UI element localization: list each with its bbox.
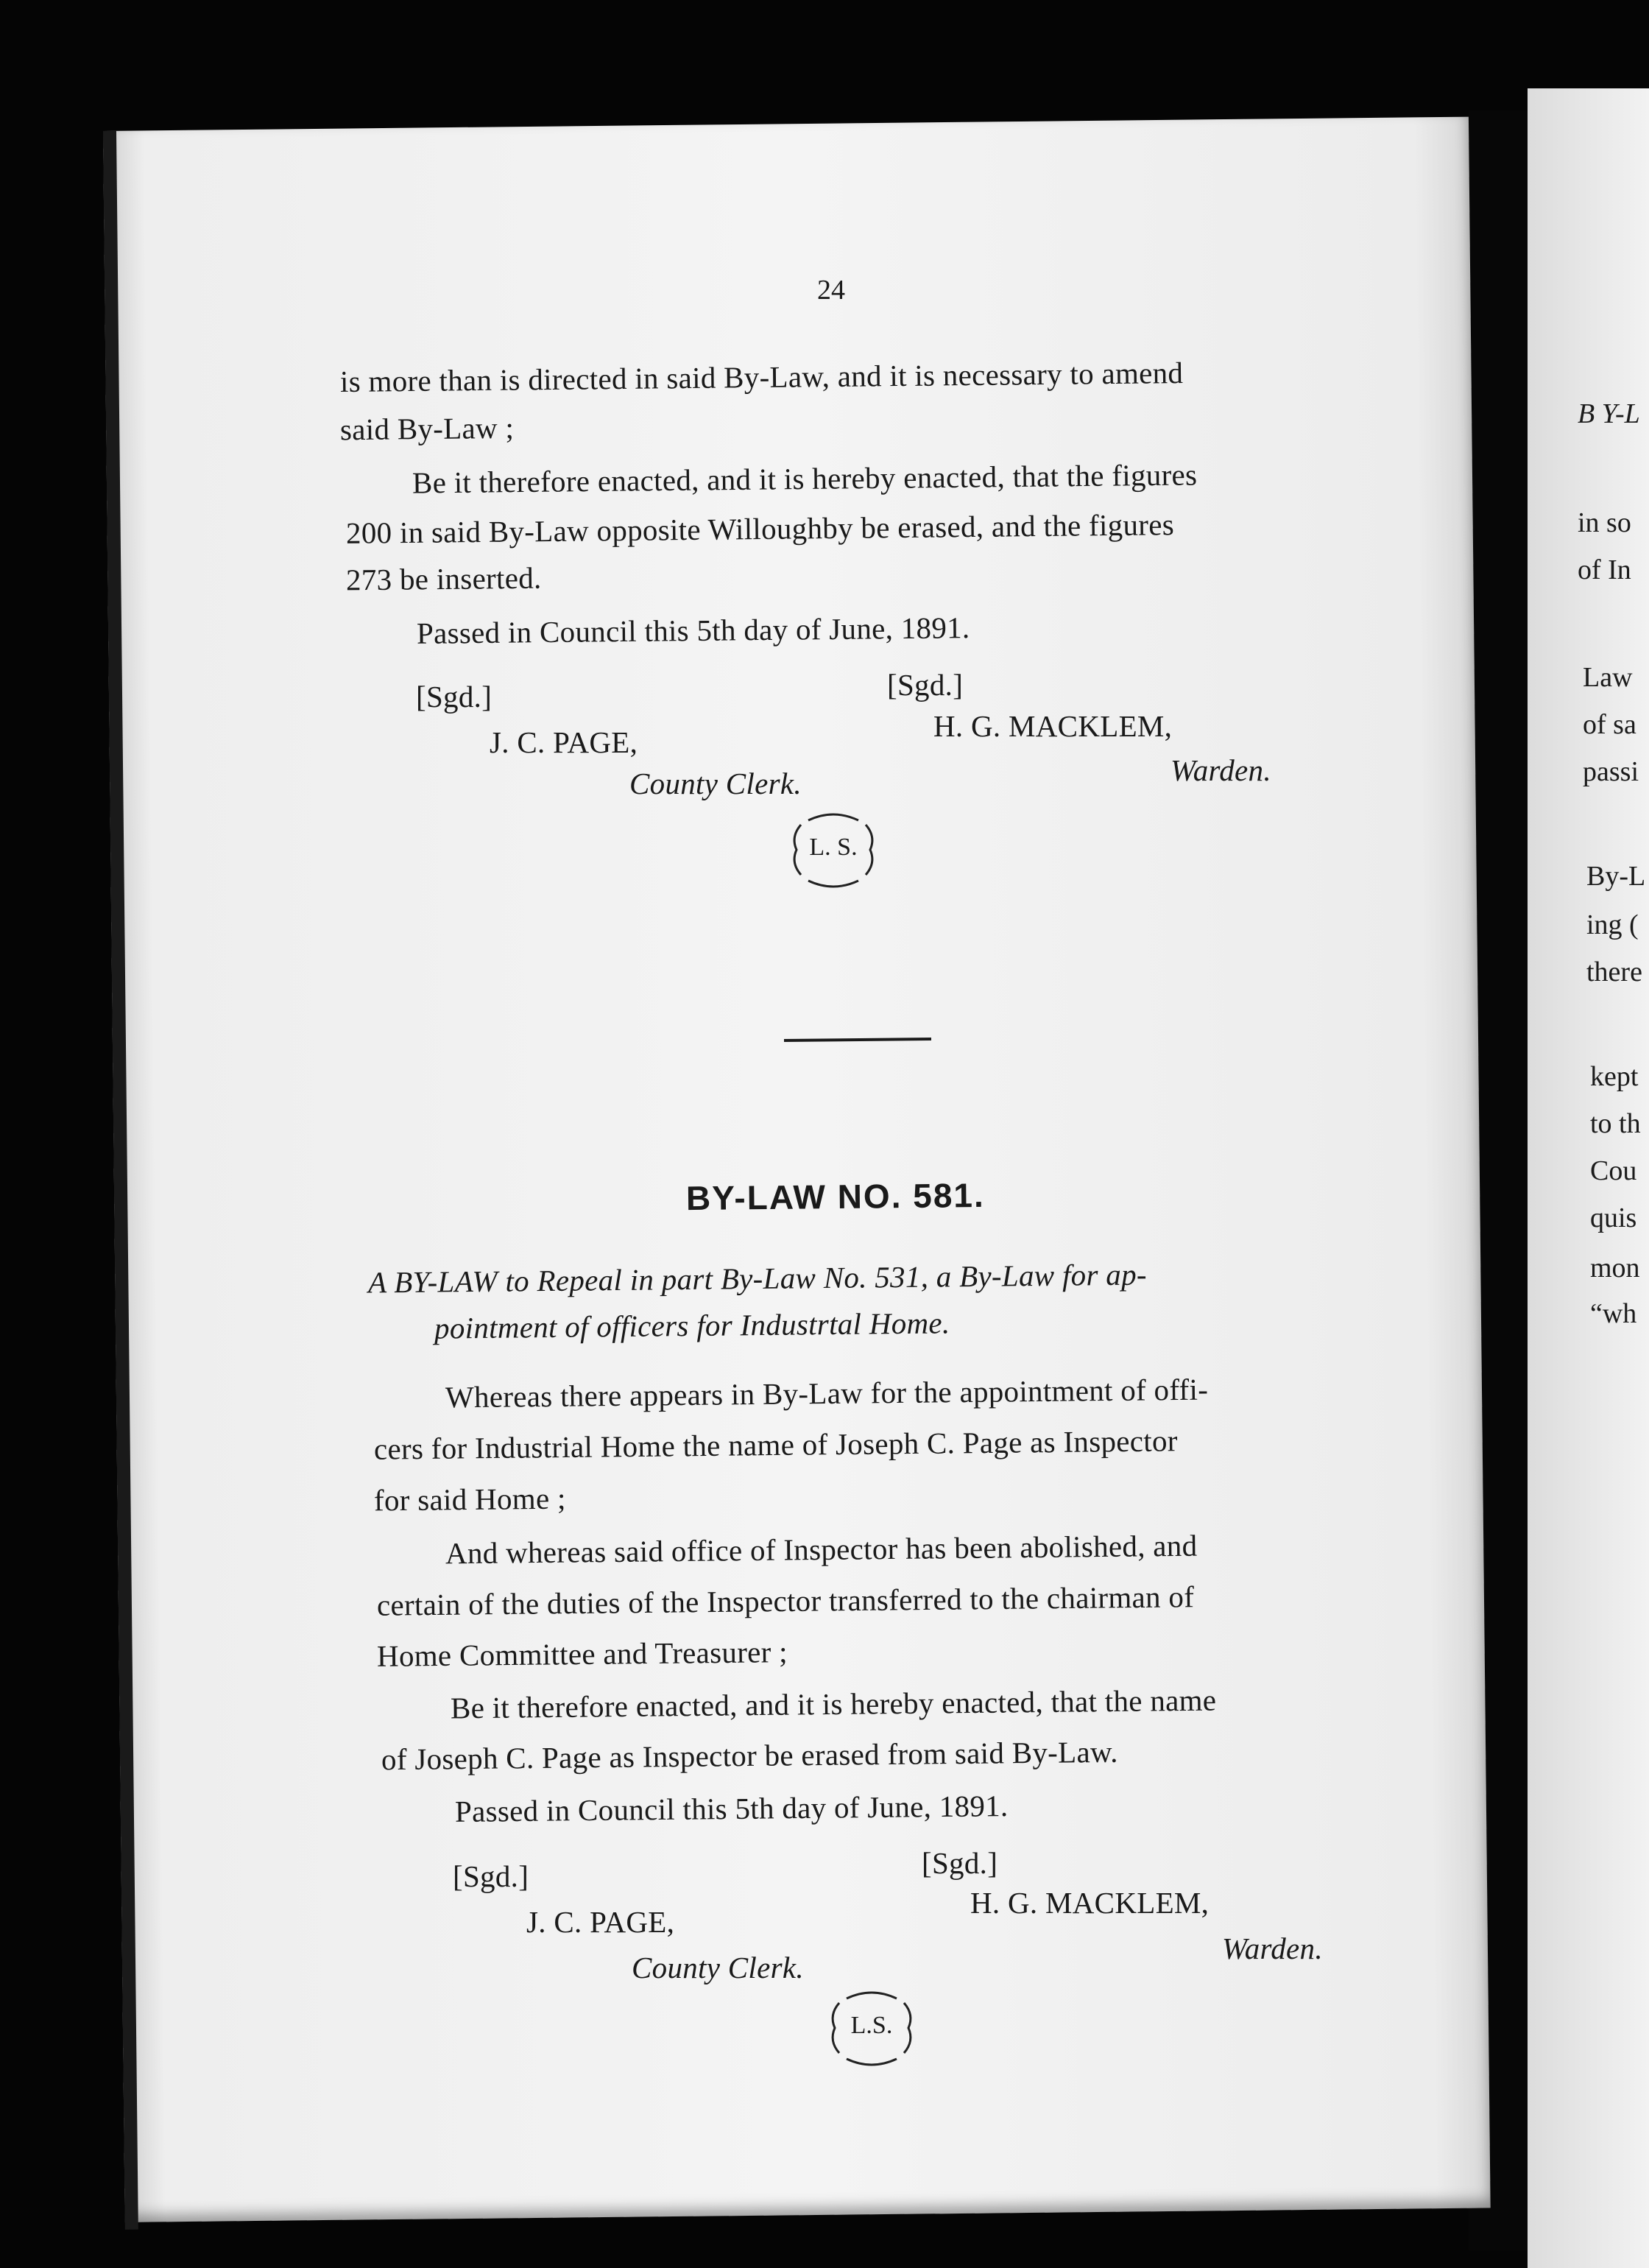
seal-ls <box>786 810 880 890</box>
paragraph-line: certain of the duties of the Inspector transferred to the chairman of <box>376 1580 1195 1622</box>
paragraph-line: Home Committee and Treasurer ; <box>376 1635 788 1673</box>
page-number: 24 <box>817 275 845 306</box>
passed-in-council: Passed in Council this 5th day of June, 1891. <box>416 610 970 650</box>
right-page-fragment: in so <box>1578 507 1631 538</box>
paragraph-line: of Joseph C. Page as Inspector be erased from said By-Law. <box>381 1734 1118 1777</box>
right-page-fragment: quis <box>1590 1202 1637 1233</box>
bylaw-caption-line: pointment of officers for Industrtal Home. <box>434 1306 950 1345</box>
right-page-fragment: there <box>1586 957 1642 987</box>
paragraph-line: Be it therefore enacted, and it is hereby enacted, that the figures <box>412 457 1198 500</box>
right-page-fragment: ing ( <box>1586 909 1639 940</box>
signatory-title-right: Warden. <box>1170 753 1271 787</box>
right-page-fragment: Cou <box>1590 1155 1637 1186</box>
right-page-fragment: Law <box>1583 662 1633 693</box>
paragraph-line: is more than is directed in said By-Law, and it is necessary to amend <box>339 356 1184 398</box>
paragraph-line: 273 be inserted. <box>345 560 542 597</box>
paragraph-line: Be it therefore enacted, and it is hereby enacted, that the name <box>450 1683 1217 1725</box>
right-page-fragment: of In <box>1578 554 1631 585</box>
right-page-fragment: “wh <box>1590 1298 1637 1329</box>
right-page-fragment: of sa <box>1583 709 1636 740</box>
left-page <box>103 117 1491 2222</box>
signatory-title-left: County Clerk. <box>629 767 802 800</box>
signed-mark-left: [Sgd.] <box>416 680 492 714</box>
right-page-fragment: passi <box>1583 756 1639 787</box>
signatory-title-left: County Clerk. <box>632 1951 804 1984</box>
signatory-name-left: J. C. PAGE, <box>490 725 638 759</box>
right-page-fragment: B Y-L <box>1578 398 1640 429</box>
paragraph-line: for said Home ; <box>373 1481 566 1518</box>
paragraph-line: cers for Industrial Home the name of Joseph C. Page as Inspector <box>373 1423 1178 1466</box>
bylaw-caption-line: A BY-LAW to Repeal in part By-Law No. 531, a By-Law for ap- <box>367 1257 1148 1300</box>
signatory-name-left: J. C. PAGE, <box>526 1905 675 1939</box>
right-page-fragment: By-L <box>1586 861 1646 892</box>
paragraph-line: Whereas there appears in By-Law for the appointment of offi- <box>445 1372 1209 1415</box>
signatory-name-right: H. G. MACKLEM, <box>933 709 1173 743</box>
signatory-title-right: Warden. <box>1222 1931 1323 1965</box>
signed-mark-right: [Sgd.] <box>922 1846 998 1880</box>
bylaw-heading: BY-LAW NO. 581. <box>685 1175 986 1218</box>
seal-ls <box>824 1988 919 2068</box>
right-page-fragment: kept <box>1590 1061 1639 1092</box>
passed-in-council: Passed in Council this 5th day of June, 1891. <box>454 1789 1009 1828</box>
right-page-fragment: to th <box>1590 1108 1641 1139</box>
seal-label: L.S. <box>850 2012 893 2039</box>
signatory-name-right: H. G. MACKLEM, <box>970 1886 1210 1920</box>
right-page-fragment: mon <box>1590 1253 1640 1283</box>
seal-label: L. S. <box>809 834 858 861</box>
paragraph-line: 200 in said By-Law opposite Willoughby be erased, and the figures <box>345 507 1175 550</box>
paragraph-line: said By-Law ; <box>339 410 515 447</box>
signed-mark-right: [Sgd.] <box>887 668 964 702</box>
signed-mark-left: [Sgd.] <box>453 1859 529 1893</box>
paragraph-line: And whereas said office of Inspector has been abolished, and <box>445 1528 1198 1571</box>
